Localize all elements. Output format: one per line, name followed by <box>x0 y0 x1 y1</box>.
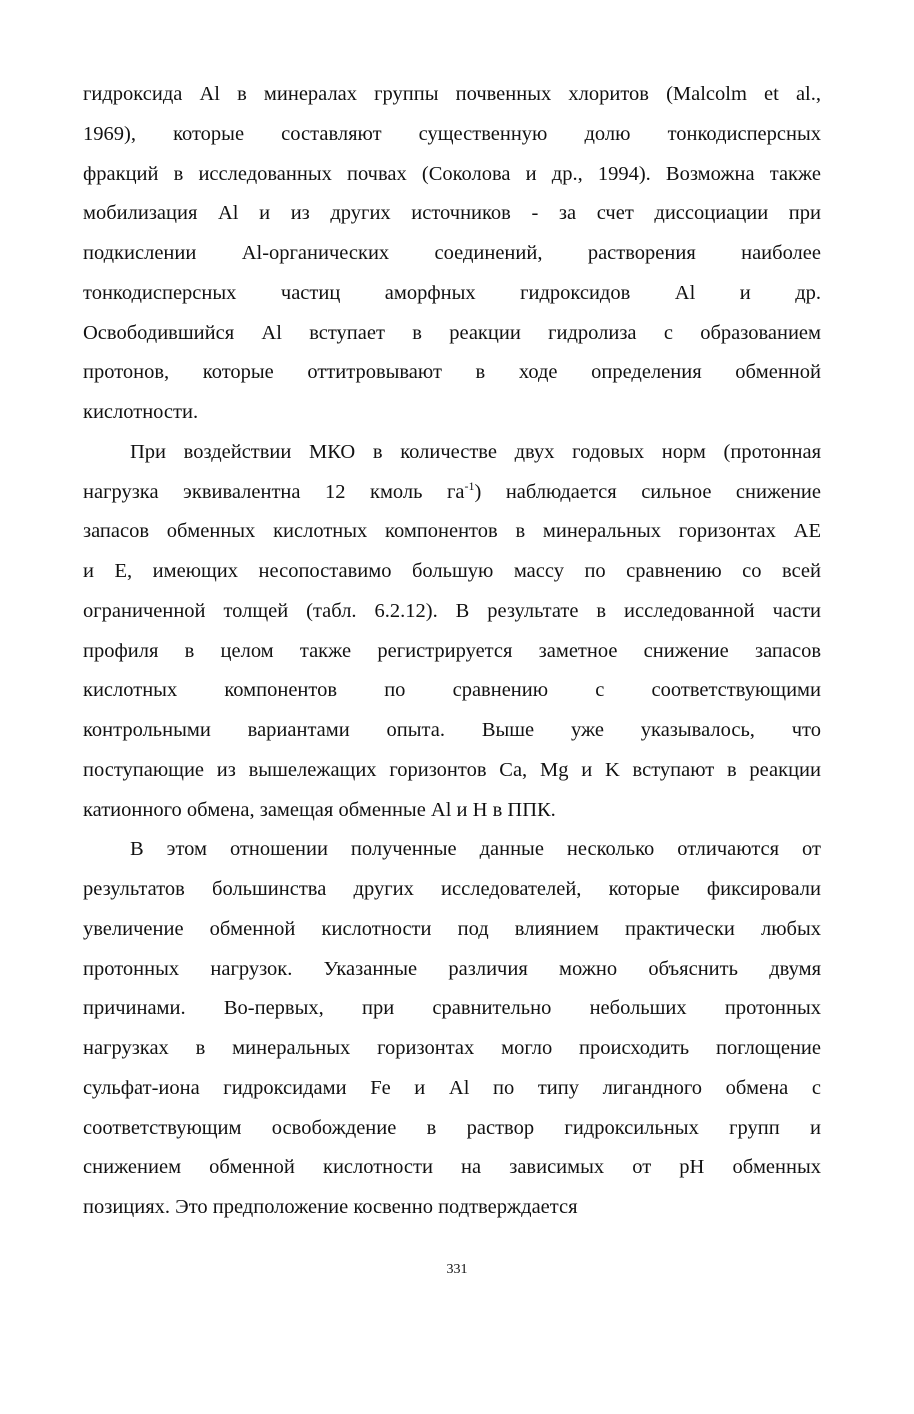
paragraph <box>83 75 821 433</box>
text-line: мобилизация Al и из других источников - за счет диссоциации при <box>83 202 821 225</box>
text-line: При воздействии МКО в количестве двух годовых норм (протонная <box>130 440 821 463</box>
text-line: причинами. Во-первых, при сравнительно небольших протонных <box>83 997 821 1020</box>
text-line: протонных нагрузок. Указанные различия можно объяснить двумя <box>83 957 821 980</box>
text-line: фракций в исследованных почвах (Соколова и др., 1994). Возможна также <box>83 162 821 185</box>
text-segment: ) наблюдается сильное снижение <box>474 480 821 503</box>
text-line: сульфат-иона гидроксидами Fe и Al по типу лигандного обмена с <box>83 1076 821 1099</box>
superscript: -1 <box>464 478 475 493</box>
text-line: контрольными вариантами опыта. Выше уже указывалось, что <box>83 719 821 741</box>
text-line: В этом отношении полученные данные несколько отличаются от <box>130 838 821 861</box>
text-line: тонкодисперсных частиц аморфных гидроксидов Al и др. <box>83 281 821 304</box>
text-line: поступающие из вышележащих горизонтов Ca, Mg и K вступают в реакции <box>83 758 821 781</box>
paragraph <box>83 433 821 831</box>
text-line: позициях. Это предположение косвенно подтверждается <box>83 1196 578 1218</box>
text-line <box>83 473 821 513</box>
paragraph <box>83 830 821 1228</box>
text-line: запасов обменных кислотных компонентов в минеральных горизонтах AE <box>83 520 821 543</box>
text-line: и E, имеющих несопоставимо большую массу по сравнению со всей <box>83 560 821 582</box>
text-line: соответствующим освобождение в раствор гидроксильных групп и <box>83 1116 821 1139</box>
text-line: протонов, которые оттитровывают в ходе определения обменной <box>83 361 821 384</box>
text-line: увеличение обменной кислотности под влиянием практически любых <box>83 917 821 940</box>
body-text <box>83 75 821 1228</box>
text-line: нагрузках в минеральных горизонтах могло происходить поглощение <box>83 1037 821 1059</box>
text-line: кислотности. <box>83 401 199 423</box>
text-line: кислотных компонентов по сравнению с соответствующими <box>83 679 821 702</box>
text-line: снижением обменной кислотности на зависимых от pH обменных <box>83 1156 821 1179</box>
text-line: Освободившийся Al вступает в реакции гидролиза с образованием <box>83 321 821 344</box>
text-line: подкислении Al-органических соединений, растворения наиболее <box>83 242 821 264</box>
text-line: гидроксида Al в минералах группы почвенных хлоритов (Malcolm et al., <box>83 83 821 105</box>
text-line: катионного обмена, замещая обменные Al и H в ППК. <box>83 798 556 821</box>
text-line: ограниченной толщей (табл. 6.2.12). В результате в исследованной части <box>83 599 821 622</box>
text-line: результатов большинства других исследователей, которые фиксировали <box>83 878 821 900</box>
text-segment: нагрузка эквивалентна 12 кмоль га <box>83 480 465 503</box>
text-line: профиля в целом также регистрируется заметное снижение запасов <box>83 639 821 662</box>
page-number: 331 <box>446 1262 468 1277</box>
text-line: 1969), которые составляют существенную долю тонкодисперсных <box>83 122 821 145</box>
